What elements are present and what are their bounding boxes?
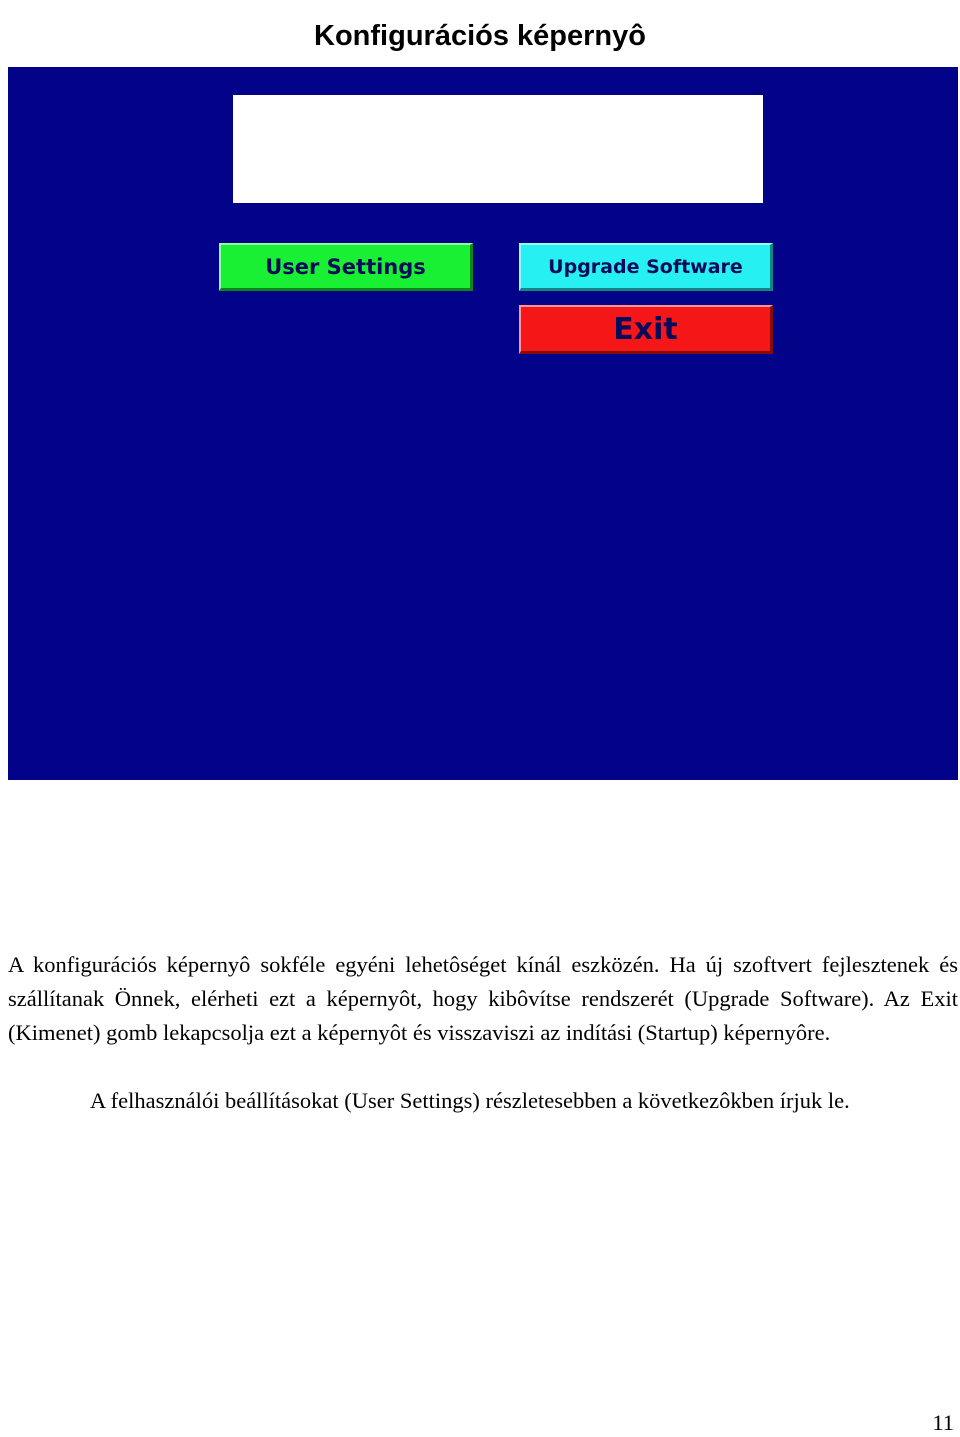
configuration-screen (8, 67, 958, 780)
user-settings-button[interactable]: User Settings (219, 243, 473, 291)
description-paragraph: A konfigurációs képernyô sokféle egyéni lehetôséget kínál eszközén. Ha új szoftvert fejlesztenek és szállítanak Önnek, elérheti ezt a képernyôt, hogy kibôvítse rendszerét (Upgrade Software). Az Exit (Kimenet) gomb lekapcsolja ezt a képernyôt és visszaviszi az indítási (Startup) képernyôre. (8, 952, 958, 1045)
upgrade-software-button[interactable]: Upgrade Software (519, 243, 773, 291)
display-area (233, 95, 763, 203)
page-number: 11 (932, 1410, 954, 1435)
user-settings-note: A felhasználói beállításokat (User Settings) részletesebben a következôkben írjuk le. (90, 1088, 850, 1113)
exit-button[interactable]: Exit (519, 305, 773, 354)
page-title: Konfigurációs képernyô (314, 20, 646, 53)
